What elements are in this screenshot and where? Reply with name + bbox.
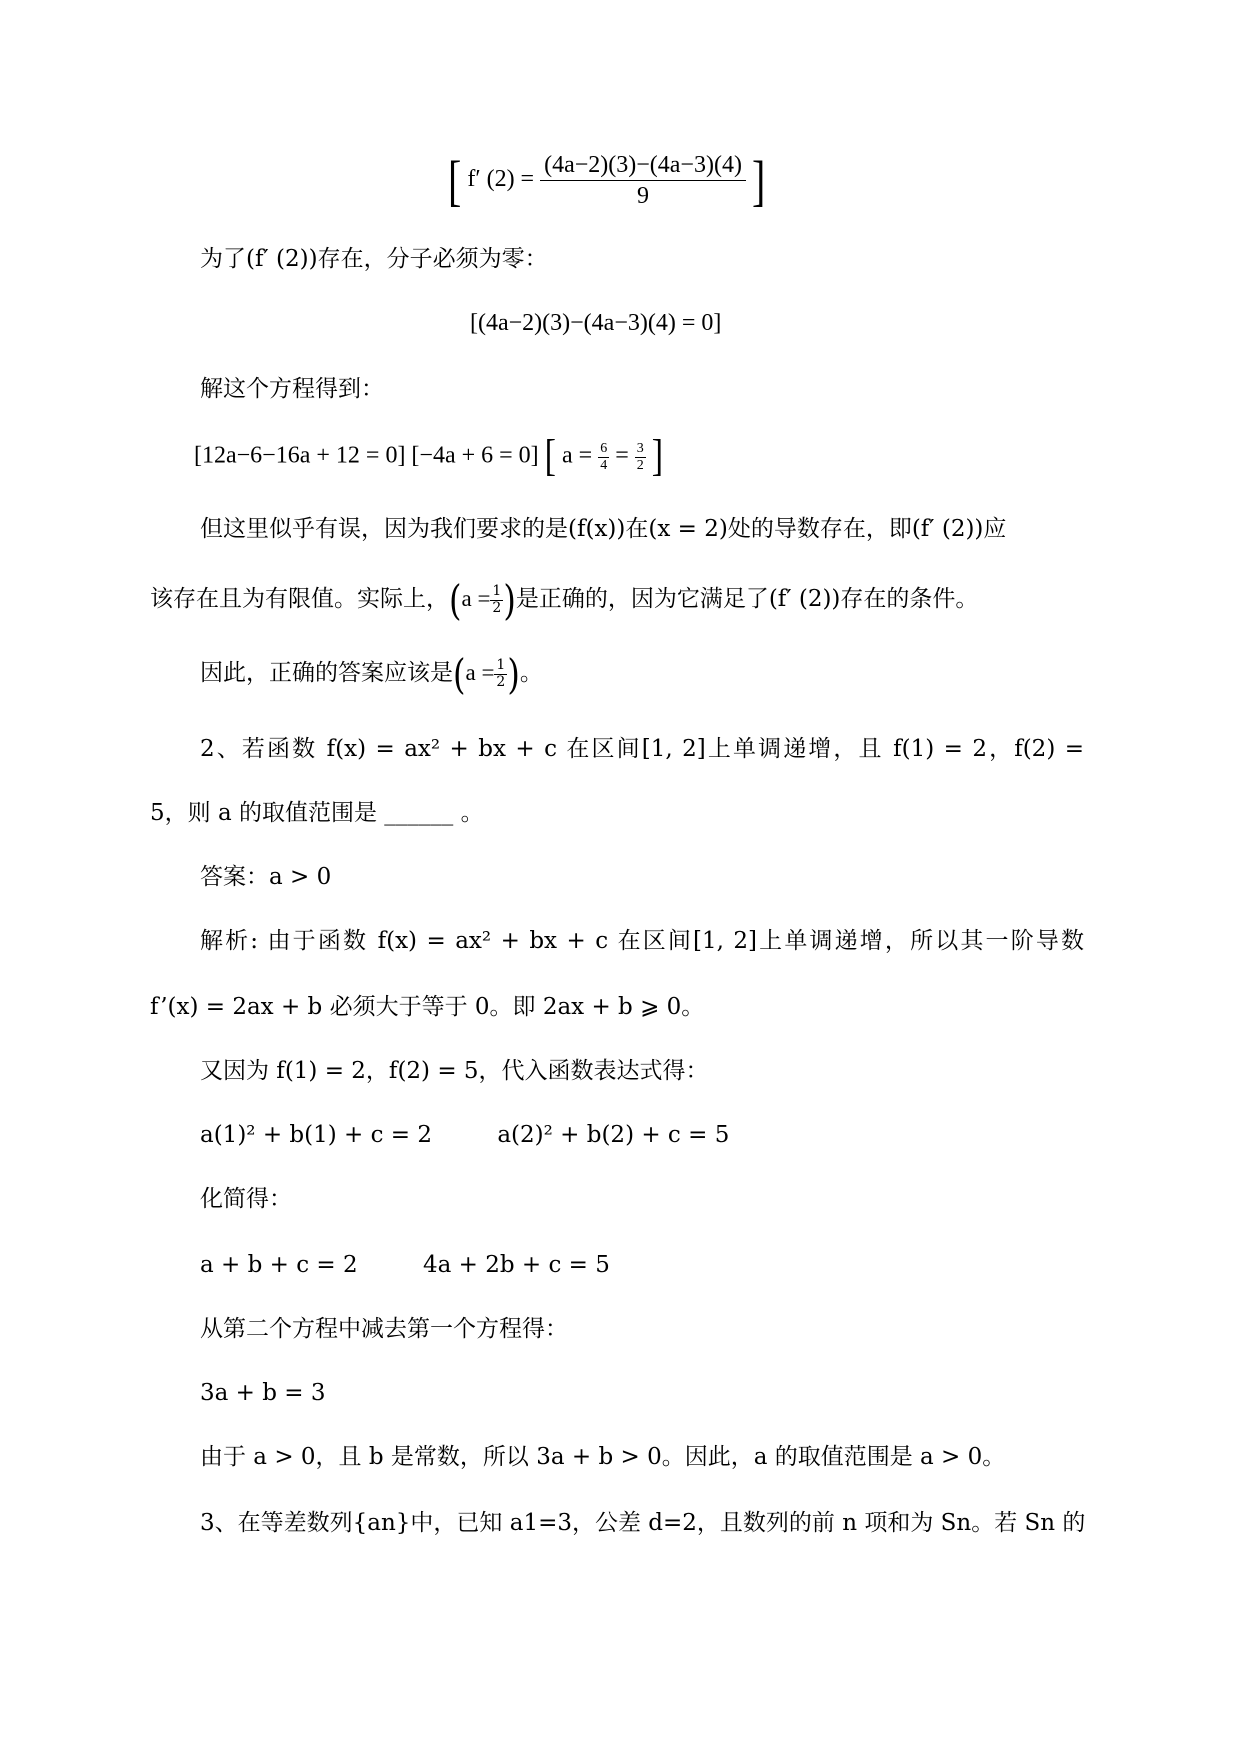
text-after: 。 xyxy=(519,660,543,686)
left-paren: ( xyxy=(453,649,466,699)
text-after: 是正确的，因为它满足了(f′ (2))存在的条件。 xyxy=(515,586,979,612)
equation-derivative-fraction xyxy=(448,150,765,211)
equation-left: a + b + c = 2 xyxy=(200,1252,358,1278)
equation-solve-steps xyxy=(194,432,664,481)
fraction-numerator: 6 xyxy=(600,441,608,457)
text-before: 该存在且为有限值。实际上， xyxy=(150,586,449,612)
text-before: 因此，正确的答案应该是 xyxy=(200,660,453,686)
fraction-denominator: 2 xyxy=(636,457,644,473)
analysis-line-1: 解析: 由于函数 f(x) = ax² + bx + c 在区间[1, 2]上单调递增，所以其一阶导数 xyxy=(200,928,1084,954)
right-bracket: ] xyxy=(651,432,664,481)
equation-steps-text: [12a−6−16a + 12 = 0] [−4a + 6 = 0] xyxy=(194,442,539,469)
paragraph-solve-intro: 解这个方程得到： xyxy=(200,376,384,402)
left-bracket: [ xyxy=(544,432,556,481)
question-2-line-1: 2、若函数 f(x) = ax² + bx + c 在区间[1, 2]上单调递增，且 f(1) = 2，f(2) = xyxy=(200,736,1084,762)
left-bracket: [ xyxy=(448,149,462,212)
fraction xyxy=(540,150,746,211)
fraction-denominator: 9 xyxy=(637,183,650,209)
equation-result: 3a + b = 3 xyxy=(200,1380,326,1406)
paragraph-conclusion xyxy=(200,649,543,699)
paragraph-error-note: 但这里似乎有误，因为我们要求的是(f(x))在(x = 2)处的导数存在，即(f′ (2))应 xyxy=(200,516,1007,542)
paragraph-substitute: 又因为 f(1) = 2，f(2) = 5，代入函数表达式得： xyxy=(200,1058,709,1084)
fraction-one-half xyxy=(490,584,503,616)
left-paren: ( xyxy=(449,575,462,625)
fraction-three-halves xyxy=(635,441,646,473)
right-bracket: ] xyxy=(751,149,766,212)
equation-left: a(1)² + b(1) + c = 2 xyxy=(200,1122,433,1148)
fraction-denominator: 2 xyxy=(492,599,502,616)
fraction-denominator: 2 xyxy=(496,673,506,690)
question-2-line-2: 5，则 a 的取值范围是 ______ 。 xyxy=(150,800,484,826)
fraction-six-fourths xyxy=(598,441,609,473)
equation-lhs: a = xyxy=(465,660,495,685)
equation-numerator-zero: [(4a−2)(3)−(4a−3)(4) = 0] xyxy=(470,310,722,336)
fraction-numerator: 3 xyxy=(636,441,644,457)
equation-lhs: a = xyxy=(562,442,593,469)
right-paren: ) xyxy=(507,649,520,699)
paragraph-subtract: 从第二个方程中减去第一个方程得： xyxy=(200,1316,568,1342)
equation-right: a(2)² + b(2) + c = 5 xyxy=(497,1122,730,1148)
fraction-numerator: 1 xyxy=(496,657,506,674)
answer-line: 答案：a > 0 xyxy=(200,864,332,890)
paragraph-existence-condition: 为了(f′ (2))存在，分子必须为零： xyxy=(200,246,548,272)
fraction-numerator: (4a−2)(3)−(4a−3)(4) xyxy=(540,150,746,181)
paragraph-range-conclusion: 由于 a > 0，且 b 是常数，所以 3a + b > 0。因此，a 的取值范围是 a > 0。 xyxy=(200,1444,1006,1470)
equation-lhs: a = xyxy=(461,586,491,611)
fraction-numerator: 1 xyxy=(492,583,502,600)
fraction-denominator: 4 xyxy=(600,457,608,473)
equation-substituted xyxy=(200,1120,729,1150)
fraction-one-half xyxy=(494,658,507,690)
right-paren: ) xyxy=(503,575,516,625)
question-3-line-1: 3、在等差数列{an}中，已知 a1=3，公差 d=2，且数列的前 n 项和为 Sn。若 Sn 的 xyxy=(200,1510,1086,1536)
paragraph-correct-claim xyxy=(150,575,979,625)
equation-simplified xyxy=(200,1250,610,1280)
equation-right: 4a + 2b + c = 5 xyxy=(422,1252,610,1278)
equals-sign: = xyxy=(615,442,629,469)
paragraph-simplify: 化简得： xyxy=(200,1186,292,1212)
equation-lhs: f′ (2) = xyxy=(467,166,535,193)
analysis-line-2: f’(x) = 2ax + b 必须大于等于 0。即 2ax + b ⩾ 0。 xyxy=(150,994,705,1020)
